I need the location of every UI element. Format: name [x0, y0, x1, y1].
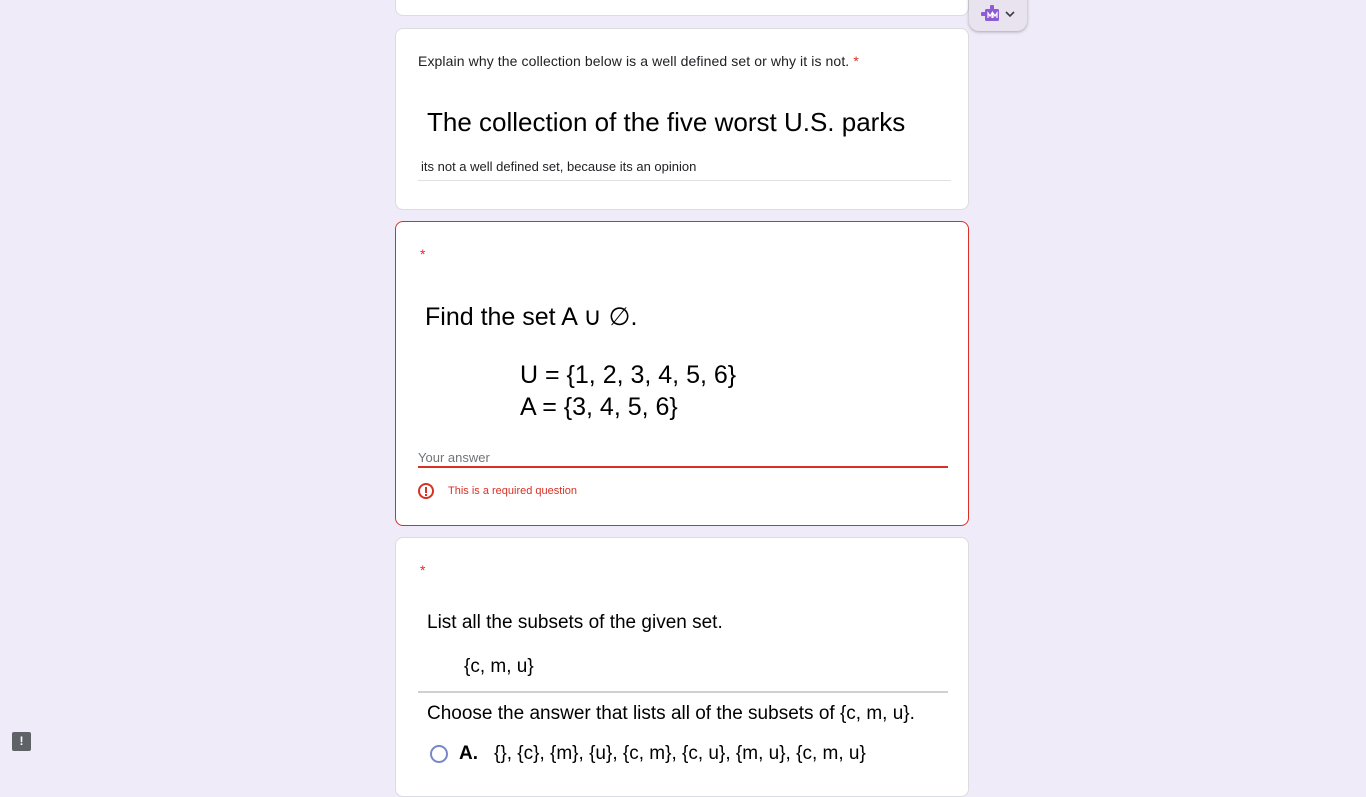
question-image-line: Find the set A ∪ ∅. [425, 303, 638, 331]
addon-menu-button[interactable] [969, 0, 1027, 31]
radio-button[interactable] [430, 745, 448, 763]
question-card-well-defined [395, 28, 969, 210]
error-message [418, 483, 577, 499]
puzzle-addon-icon [981, 5, 1001, 23]
question-title [418, 53, 859, 69]
question-card-union [395, 221, 969, 526]
error-text: This is a required question [448, 485, 578, 497]
error-icon [418, 483, 434, 499]
required-asterisk: * [420, 246, 426, 262]
answer-input[interactable] [418, 448, 948, 468]
option-text: {}, {c}, {m}, {u}, {c, m}, {c, u}, {m, u}, {c, m, u} [494, 743, 866, 764]
question-prompt: Choose the answer that lists all of the subsets of {c, m, u}. [427, 703, 915, 724]
question-image-text: The collection of the five worst U.S. parks [427, 107, 906, 137]
answer-field[interactable]: its not a well defined set, because its an opinion [418, 159, 951, 181]
required-asterisk: * [853, 53, 859, 69]
question-image-line: A = {3, 4, 5, 6} [520, 393, 678, 421]
report-feedback-button[interactable]: ! [12, 732, 31, 751]
divider [418, 691, 948, 693]
question-image-line: {c, m, u} [464, 656, 534, 677]
choice-option-a[interactable] [430, 743, 866, 765]
option-letter: A. [459, 743, 478, 764]
question-image-line: U = {1, 2, 3, 4, 5, 6} [520, 361, 737, 389]
chevron-down-icon [1005, 11, 1015, 17]
question-title-text: Explain why the collection below is a well defined set or why it is not. [418, 53, 850, 69]
question-card-subsets [395, 537, 969, 797]
previous-question-card [395, 0, 969, 16]
question-image-line: List all the subsets of the given set. [427, 612, 723, 633]
required-asterisk: * [420, 562, 426, 578]
